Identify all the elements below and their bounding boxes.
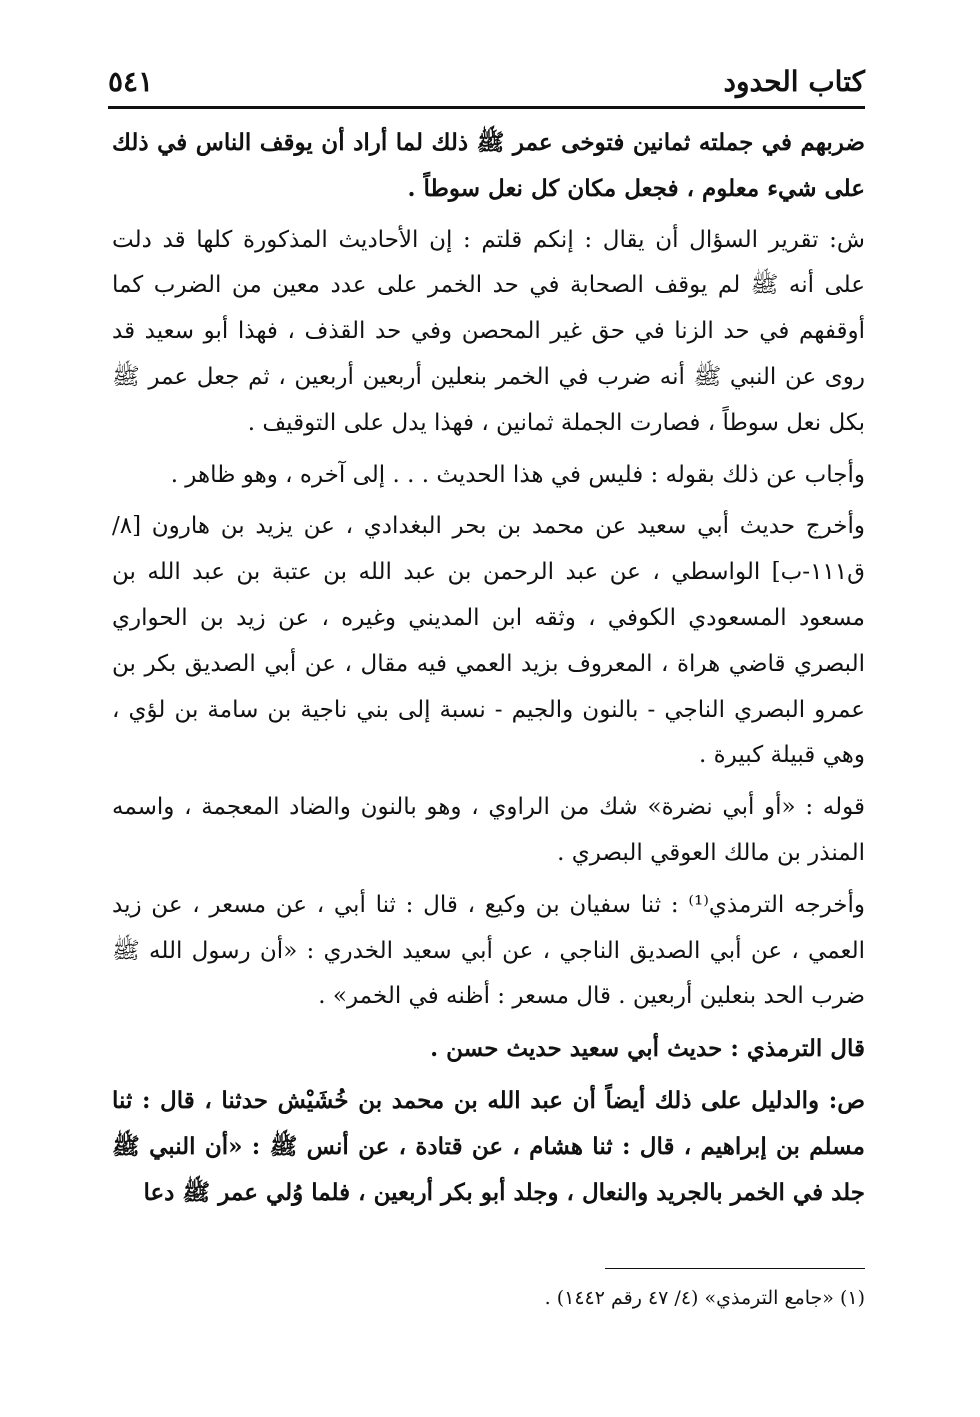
header-divider	[108, 106, 865, 109]
paragraph-sharh-question: ش: تقرير السؤال أن يقال : إنكم قلتم : إن الأحاديث المذكورة كلها قد دلت على أنه ﷺ لم يوقف الصحابة في حد الخمر على عدد معين من الضرب كما أوقفهم في حد الزنا في حق غير المحصن وفي حد القذف ، فهذا أبو سعيد قد روى عن النبي ﷺ أنه ضرب في الخمر بنعلين أربعين أربعين ، ثم جعل عمر ﷺ بكل نعل سوطاً ، فصارت الجملة ثمانين ، فهذا يدل على التوقيف .	[112, 226, 865, 436]
paragraph-matn-continuation: ضربهم في جملته ثمانين فتوخى عمر ﷺ ذلك لما أراد أن يوقف الناس في ذلك على شيء معلوم ، فجعل مكان كل نعل سوطاً .	[112, 129, 865, 202]
page-number: ٥٤١	[108, 65, 154, 98]
page-header	[108, 52, 865, 96]
paragraph-matn-evidence: ص: والدليل على ذلك أيضاً أن عبد الله بن محمد بن خُشَيْش حدثنا ، قال : ثنا مسلم بن إبراهيم ، قال : ثنا هشام ، عن قتادة ، عن أنس ﷺ : «أن النبي ﷺ جلد في الخمر بالجريد والنعال ، وجلد أبو بكر أربعين ، فلما وُلي عمر ﷺ دعا	[112, 1086, 865, 1206]
paragraph-answer: وأجاب عن ذلك بقوله : فليس في هذا الحديث . . . إلى آخره ، وهو ظاهر .	[170, 461, 865, 488]
paragraph-tirmidhi-grading: قال الترمذي : حديث أبي سعيد حديث حسن .	[430, 1035, 865, 1063]
footnote-divider	[605, 1268, 865, 1269]
page-body	[112, 120, 865, 1221]
paragraph-qawluhu: قوله : «أو أبي نضرة» شك من الراوي ، وهو بالنون والضاد المعجمة ، واسمه المنذر بن مالك العوقي البصري .	[112, 794, 865, 866]
paragraph-tirmidhi: وأخرجه الترمذي⁽¹⁾ : ثنا سفيان بن وكيع ، قال : ثنا أبي ، عن مسعر ، عن زيد العمي ، عن أبي الصديق الناجي ، عن أبي سعيد الخدري : «أن رسول الله ﷺ ضرب الحد بنعلين أربعين . قال مسعر : أظنه في الخمر» .	[112, 891, 865, 1010]
paragraph-isnad: وأخرج حديث أبي سعيد عن محمد بن بحر البغدادي ، عن يزيد بن هارون [٨/ ق١١١-ب] الواسطي ، عن عبد الرحمن بن عبد الله بن عتبة بن عبد الله بن مسعود المسعودي الكوفي ، وثقه ابن المديني وغيره ، عن زيد بن الحواري البصري قاضي هراة ، المعروف بزيد العمي فيه مقال ، عن أبي الصديق بكر بن عمرو البصري الناجي - بالنون والجيم - نسبة إلى بني ناجية بن سامة بن لؤي ، وهي قبيلة كبيرة .	[112, 513, 865, 769]
running-title: كتاب الحدود	[723, 65, 865, 98]
footnote: (١) «جامع الترمذي» (٤/ ٤٧ رقم ١٤٤٢) .	[544, 1287, 865, 1309]
